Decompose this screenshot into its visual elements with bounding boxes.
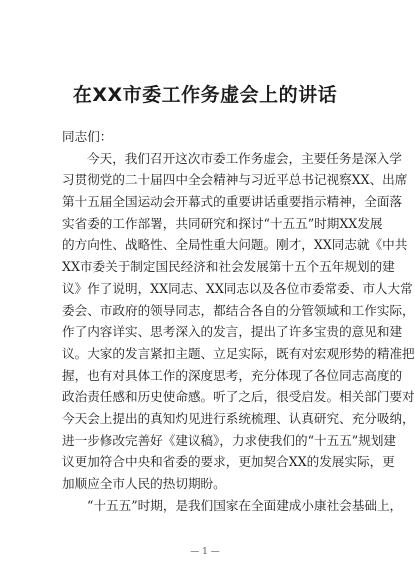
paragraph-line: 政治责任感和历史使命感。听了之后，很受启发。相关部门要对	[62, 389, 415, 405]
paragraph-line: 实省委的工作部署，共同研究和探讨“十五五”时期XX发展	[62, 215, 383, 231]
salutation: 同志们：	[62, 129, 113, 144]
paragraph-line: 今天会上提出的真知灼见进行系统梳理、认真研究、充分吸纳，	[62, 410, 415, 426]
paragraph-line: 议。大家的发言紧扣主题、立足实际，既有对宏观形势的精准把	[62, 345, 415, 361]
document-body	[62, 126, 415, 516]
document-title: 在XX市委工作务虚会上的讲话	[72, 84, 338, 106]
paragraph-line: 的方向性、战略性、全局性重大问题。刚才，XX同志就《中共	[62, 237, 408, 253]
paragraph-line: 加顺应全市人民的热切期盼。	[62, 476, 226, 491]
page-number: — 1 —	[190, 547, 220, 557]
paragraph-line: 握，也有对具体工作的深度思考，充分体现了各位同志高度的	[62, 367, 403, 383]
paragraph-line: “十五五”时期，是我们国家在全面建成小康社会基础上，	[87, 497, 403, 513]
paragraph-line: 议》作了说明，XX同志、XX同志以及各位市委常委、市人大常	[62, 280, 413, 296]
paragraph-line: 进一步修改完善好《建议稿》，力求使我们的“十五五”规划建	[62, 432, 397, 448]
paragraph-line: XX市委关于制定国民经济和社会发展第十五个五年规划的建	[62, 259, 395, 275]
paragraph-line: 今天，我们召开这次市委工作务虚会，主要任务是深入学	[87, 150, 402, 166]
paragraph-line: 委会、市政府的领导同志，都结合各自的分管领域和工作实际，	[62, 302, 415, 318]
paragraph-line: 作了内容详实、思考深入的发言，提出了许多宝贵的意见和建	[62, 324, 403, 340]
paragraph-line: 议更加符合中央和省委的要求，更加契合XX的发展实际，更	[62, 454, 395, 470]
paragraph-line: 第十五届全国运动会开幕式的重要讲话重要指示精神，全面落	[62, 194, 403, 210]
paragraph-line: 习贯彻党的二十届四中全会精神与习近平总书记视察XX、出席	[62, 172, 408, 188]
